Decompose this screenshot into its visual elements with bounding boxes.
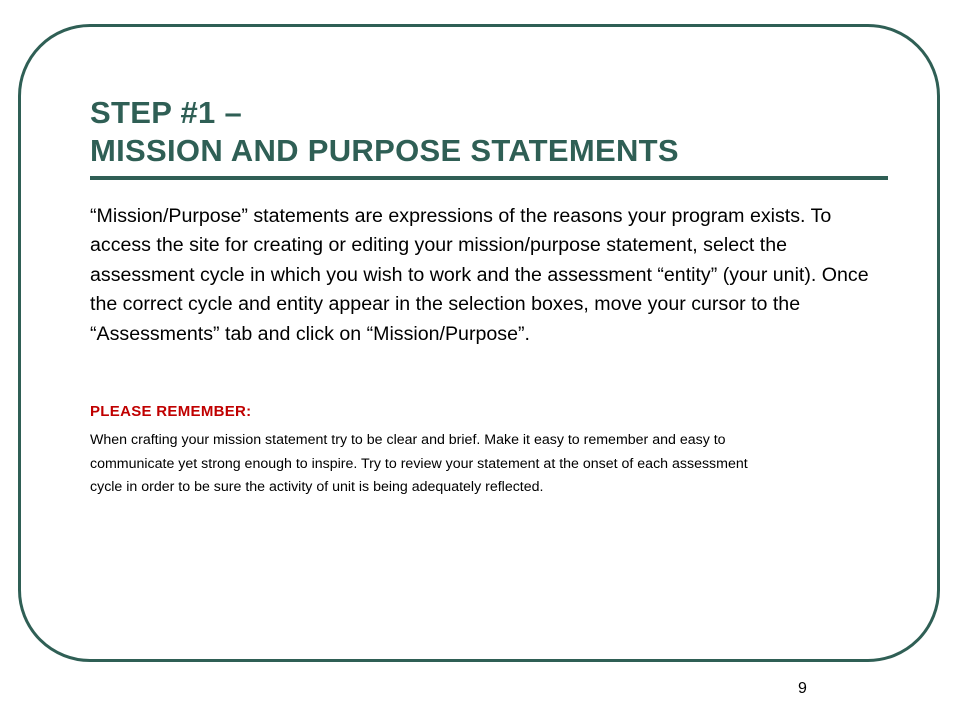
remember-heading: PLEASE REMEMBER: [90, 403, 252, 420]
slide-title-line-1: STEP #1 – [90, 95, 243, 130]
title-divider [90, 176, 888, 180]
body-paragraph: “Mission/Purpose” statements are expressions of the reasons your program exists. To access the site for creating or editing your mission/purpose statement, select the assessment cycle in which you wish to work and the assessment “entity” (your unit). Once the correct cycle and entity appear in the selection boxes, move your cursor to the “Assessments” tab and click on “Mission/Purpose”. [90, 205, 869, 345]
remember-text: When crafting your mission statement try to be clear and brief. Make it easy to remember and easy to communicate yet strong enough to inspire. Try to review your statement at the onset of each assessment cycle in order to be sure the activity of unit is being adequately reflected. [90, 432, 748, 496]
page-number: 9 [798, 680, 807, 697]
slide-title [90, 94, 890, 170]
slide-title-line-2: MISSION AND PURPOSE STATEMENTS [90, 133, 679, 168]
